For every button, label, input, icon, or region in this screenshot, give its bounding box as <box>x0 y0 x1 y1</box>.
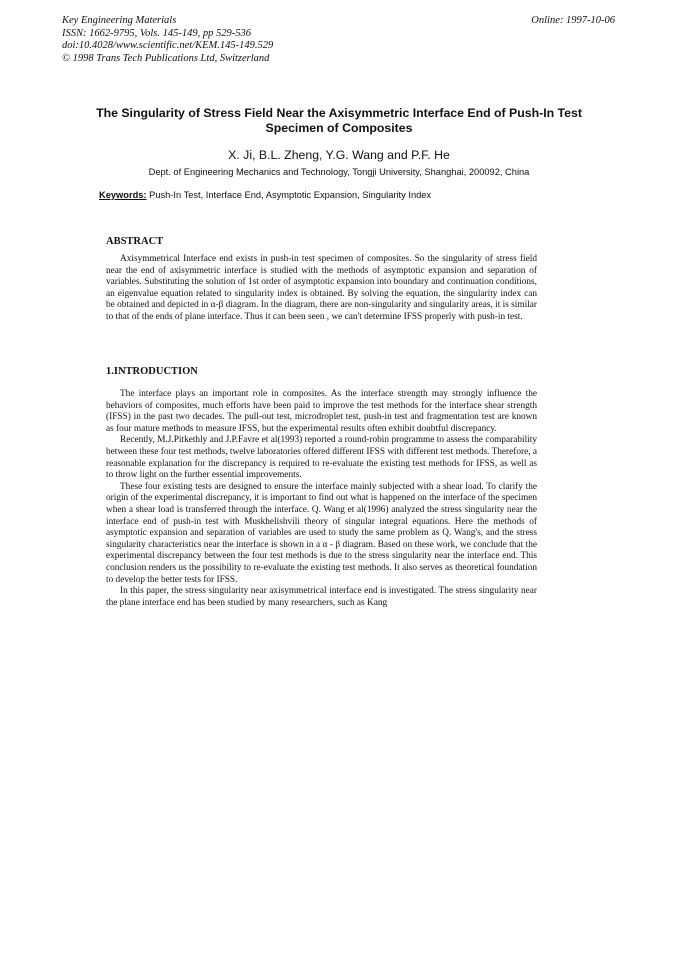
copyright-line: © 1998 Trans Tech Publications Ltd, Switzerland <box>62 52 270 64</box>
journal-name: Key Engineering Materials <box>62 15 177 26</box>
keywords-line <box>99 190 431 200</box>
keywords-text: Push-In Test, Interface End, Asymptotic Expansion, Singularity Index <box>146 190 432 200</box>
publication-header <box>62 15 273 65</box>
online-date: Online: 1997-10-06 <box>531 15 615 26</box>
paper-title: The Singularity of Stress Field Near the Axisymmetric Interface End of Push-In Test Specimen of Composites <box>96 106 582 135</box>
introduction-heading: 1.INTRODUCTION <box>106 366 198 377</box>
intro-paragraph: The interface plays an important role in composites. As the interface strength may strongly influence the behaviors of composites, much efforts have been paid to improve the test methods for the interface shear strength (IFSS) in the past two decades. The pull-out test, microdroplet test, push-in test and fragmentation test are known as four mature methods to measure IFSS, but the experimental results often exhibit doubtful discrepancy. <box>106 389 537 434</box>
abstract-body: Axisymmetrical Interface end exists in push-in test specimen of composites. So the singularity of stress field near the end of axisymmetric interface is studied with the methods of asymptotic expansion and separation of variables. Substituting the solution of 1st order of asymptotic expansion into boundary and continuation conditions, an eigenvalue equation related to singularity index is obtained. By solving the equation, the singularity index can be obtained and depicted in α-β diagram. In the diagram, there are non-singularity and singularity areas, it is similar to that of the ends of plane interface. Thus it can been seen , we can't determine IFSS properly with push-in test. <box>106 254 537 322</box>
intro-paragraph: Recently, M.J.Pitkethly and J.P.Favre et al(1993) reported a round-robin programme to assess the comparability between these four test methods, twelve laboratories offered different IFSS with different test methods. Therefore, a reasonable explanation for the discrepancy is required to re-evaluate the existing test methods for IFSS, as well as to throw light on the further essential improvements. <box>106 435 537 481</box>
issn-line: ISSN: 1662-9795, Vols. 145-149, pp 529-536 <box>62 27 251 39</box>
author-list: X. Ji, B.L. Zheng, Y.G. Wang and P.F. He <box>228 148 450 162</box>
introduction-body <box>106 389 537 609</box>
doi-line: doi:10.4028/www.scientific.net/KEM.145-149.529 <box>62 40 274 51</box>
intro-paragraph: In this paper, the stress singularity near axisymmetrical interface end is investigated. The stress singularity near the plane interface end has been studied by many researchers, such as Kang <box>106 586 537 608</box>
affiliation: Dept. of Engineering Mechanics and Technology, Tongji University, Shanghai, 200092, China <box>148 167 530 177</box>
intro-paragraph: These four existing tests are designed to ensure the interface mainly subjected with a shear load. To clarify the origin of the experimental discrepancy, it is important to find out what is happened on the interface of the specimen when a shear load is transferred through the interface. Q. Wang et al(1996) analyzed the stress singularity near the interface end of push-in test with Muskhelishvili theory of singular integral equations. Here the methods of asymptotic expansion and separation of variables are used to study the same problem as Q. Wang's, and the stress singularity characteristics near the interface is shown in a α - β diagram. Based on these work, we conclude that the experimental discrepancy between the four test methods is due to the stress singularity near the interface end. This conclusion renders us the possibility to re-evaluate the existing test methods. It also serves as theoretical foundation to develop the better tests for IFSS. <box>106 481 537 585</box>
keywords-label: Keywords: <box>99 190 147 200</box>
abstract-heading: ABSTRACT <box>106 236 164 247</box>
